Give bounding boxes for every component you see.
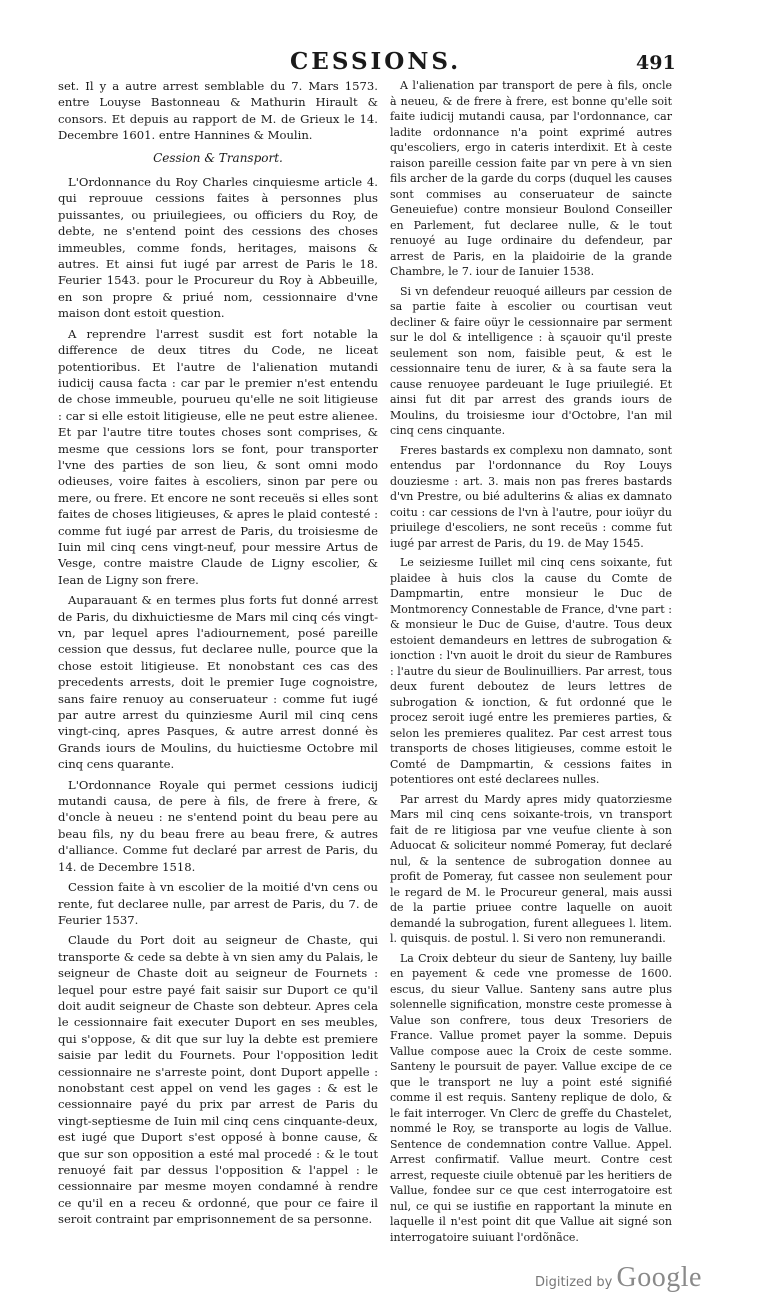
- digitized-watermark: [535, 1262, 702, 1294]
- paragraph: L'Ordonnance du Roy Charles cinquiesme article 4. qui reprouue cessions faites à personnes plus puissantes, ou priuilegiees, ou officiers du Roy, de debte, ne s'entend point des cessions des choses immeubles, comme fonds, heritages, maisons & autres. Et ainsi fut iugé par arrest de Paris le 18. Feurier 1543. pour le Procureur du Roy à Abbeuille, en son propre & priué nom, cessionnaire d'vne maison dont estoit question.: [58, 175, 378, 321]
- paragraph: Si vn defendeur reuoqué ailleurs par cession de sa partie faite à escolier ou courtisan veut decliner & faire oüyr le cessionnaire par serment sur le dol & intelligence : à sçauoir qu'il preste seulement son nom, faisible peut, & est le cessionnaire tenu de iurer, & à sa faute sera la cause renuoyee pardeuant le Iuge priuilegié. Et ainsi fut dit par arrest des grands iours de Moulins, du troisiesme iour d'Octobre, l'an mil cinq cens cinquante.: [390, 284, 672, 437]
- page-number: 491: [636, 52, 676, 74]
- paragraph: A l'alienation par transport de pere à fils, oncle à neueu, & de frere à frere, est bonne qu'elle soit faite iudicij mutandi causa, par l'ordonnance, car ladite ordonnance n'a point exprimé autres qu'escoliers, ergo in cateris interdixit. Et à ceste raison pareille cession faite par vn pere à vn sien fils archer de la garde du corps (duquel les causes sont commises au conseruateur de saincte Geneuiefue) contre monsieur Boulond Conseiller en Parlement, fut declaree nulle, & le tout renuoyé au Iuge ordinaire du defendeur, par arrest de Paris, en la plaidoirie de la grande Chambre, le 7. iour de Ianuier 1538.: [390, 79, 672, 278]
- google-logo: Google: [616, 1262, 702, 1293]
- section-heading: Cession & Transport.: [153, 150, 283, 165]
- paragraph: L'Ordonnance Royale qui permet cessions iudicij mutandi causa, de pere à fils, de frere à frere, & d'oncle à neueu : ne s'entend point du beau pere au beau fils, ny du beau frere au beau frere, & autres d'alliance. Comme fut declaré par arrest de Paris, du 14. de Decembre 1518.: [58, 777, 378, 874]
- digitized-label: Digitized by: [535, 1275, 613, 1290]
- right-column: [390, 78, 672, 1249]
- paragraph: Cession faite à vn escolier de la moitié d'vn cens ou rente, fut declaree nulle, par arrest de Paris, du 7. de Feurier 1537.: [58, 880, 378, 927]
- paragraph: Auparauant & en termes plus forts fut donné arrest de Paris, du dixhuictiesme de Mars mil cinq cés vingt-vn, par lequel apres l'adiournement, posé pareille cession que dessus, fut declaree nulle, pource que la chose estoit litigieuse. Et nonobstant ces cas des precedents arrests, doit le premier Iuge cognoistre, sans faire renuoy au conseruateur : comme fut iugé par autre arrest du quinziesme Auril mil cinq cens vingt-cinq, apres Pasques, & autre arrest donné ès Grands iours de Moulins, du huictiesme Octobre mil cinq cens quarante.: [58, 593, 378, 772]
- paragraph: Par arrest du Mardy apres midy quatorziesme Mars mil cinq cens soixante-trois, vn transport fait de re litigiosa par vne veufue cliente à son Aduocat & soliciteur nommé Pomeray, fut declaré nul, & la sentence de subrogation donnee au profit de Pomeray, fut cassee non seulement pour le regard de M. le Procureur general, mais aussi de la partie priuee contre laquelle on auoit demandé la subrogation, furent alleguees l. litem. l. quisquis. de postul. l. Si vero non remunerandi.: [390, 792, 672, 945]
- left-column: [58, 78, 378, 1232]
- running-head: CESSIONS.: [290, 48, 462, 75]
- paragraph: Le seiziesme Iuillet mil cinq cens soixante, fut plaidee à huis clos la cause du Comte de Dampmartin, entre monsieur le Duc de Montmorency Connestable de France, d'vne part : & monsieur le Duc de Guise, d'autre. Tous deux estoient demandeurs en lettres de subrogation & ionction : l'vn auoit le droit du sieur de Rambures : l'autre du sieur de Boulinuilliers. Par arrest, tous deux furent deboutez de leurs lettres de subrogation & ionction, & fut ordonné que le procez seroit iugé entre les premieres parties, & selon les premieres qualitez. Par cest arrest tous transports de choses litigieuses, comme estoit le Comté de Dampmartin, & cessions faites in potentiores ont esté declarees nulles.: [390, 556, 672, 786]
- paragraph: Freres bastards ex complexu non damnato, sont entendus par l'ordonnance du Roy Louys douziesme : art. 3. mais non pas freres bastards d'vn Prestre, ou bié adulterins & alias ex damnato coitu : car cessions de l'vn à l'autre, pour ioüyr du priuilege d'escoliers, ne sont receüs : comme fut iugé par arrest de Paris, du 19. de May 1545.: [390, 443, 672, 550]
- page-header: [0, 48, 774, 78]
- paragraph: A reprendre l'arrest susdit est fort notable la difference de deux titres du Code, ne liceat potentioribus. Et l'autre de l'alienation mutandi iudicij causa facta : car par le premier n'est entendu de chose immeuble, pourueu qu'elle ne soit litigieuse : car si elle estoit litigieuse, elle ne peut estre alienee. Et par l'autre titre toutes choses sont comprises, & mesme que cessions lors se font, pour transporter l'vne des parties de son lieu, & sont omni modo odieuses, voire faites à escoliers, sinon par pere ou mere, ou frere. Et encore ne sont receuës si elles sont faites de choses litigieuses, & apres le plaid contesté : comme fut iugé par arrest de Paris, du troisiesme de Iuin mil cinq cens vingt-neuf, pour messire Artus de Vesge, contre maistre Claude de Ligny escolier, & Iean de Ligny son frere.: [58, 326, 378, 587]
- paragraph: Claude du Port doit au seigneur de Chaste, qui transporte & cede sa debte à vn sien amy du Palais, le seigneur de Chaste doit au seigneur de Fournets : lequel pour estre payé fait saisir sur Duport ce qu'il doit audit seigneur de Chaste son debteur. Apres cela le cessionnaire fait executer Duport en ses meubles, qui s'oppose, & dit que sur luy la debte est premiere saisie par ledit du Fournets. Pour l'opposition ledit cessionnaire ne s'arreste point, dont Duport appelle : nonobstant cest appel on vend les gages : & est le cessionnaire payé du prix par arrest de Paris du vingt-septiesme de Iuin mil cinq cens cinquante-deux, est iugé que Duport s'est opposé à bonne cause, & que sur son opposition a esté mal procedé : & le tout renuoyé fait par dessus l'opposition & l'appel : le cessionnaire par mesme moyen condamné à rendre ce qu'il en a receu & ordonné, que pour ce faire il seroit contraint par emprisonnement de sa personne.: [58, 933, 378, 1227]
- paragraph: La Croix debteur du sieur de Santeny, luy baille en payement & cede vne promesse de 1600. escus, du sieur Vallue. Santeny sans autre plus solennelle signification, monstre ceste promesse à Value son confrere, tous deux Tresoriers de France. Vallue promet payer la somme. Depuis Vallue compose auec la Croix de ceste somme. Santeny le poursuit de payer. Vallue excipe de ce que le transport ne luy a point esté signifié comme il est requis. Santeny replique de dolo, & le fait interroger. Vn Clerc de greffe du Chastelet, nommé le Roy, se transporte au logis de Vallue. Sentence de condemnation contre Vallue. Appel. Arrest confirmatif. Vallue meurt. Contre cest arrest, requeste ciuile obtenuë par les heritiers de Vallue, fondee sur ce que cest interrogatoire est nul, ce qui se iustifie en rapportant la minute en laquelle il n'est point dit que Vallue ait signé son interrogatoire suiuant l'ordõnãce.: [390, 951, 672, 1244]
- paragraph: set. Il y a autre arrest semblable du 7. Mars 1573. entre Louyse Bastonneau & Mathurin Hirault & consors. Et depuis au rapport de M. de Grieux le 14. Decembre 1601. entre Hannines & Moulin.: [58, 79, 378, 143]
